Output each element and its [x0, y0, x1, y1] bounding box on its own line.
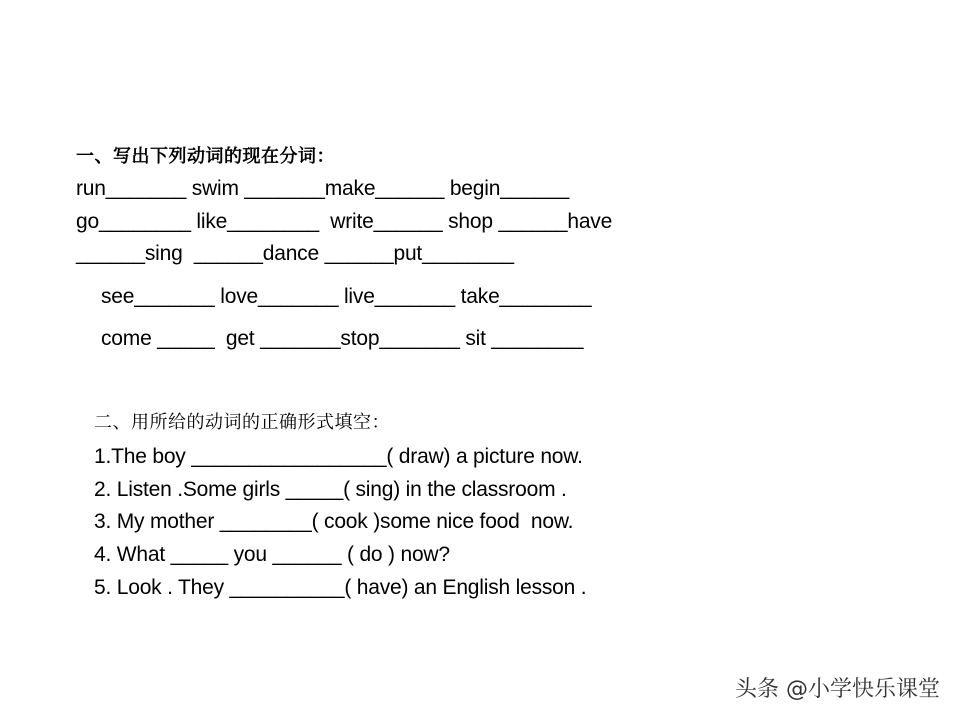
exercise-item-5: 5. Look . They __________( have) an English lesson . — [94, 576, 587, 599]
exercise-item-2: 2. Listen .Some girls _____( sing) in the classroom . — [94, 478, 567, 501]
verb-row-2: go________ like________ write______ shop ______have — [76, 210, 613, 233]
verb-row-3: ______sing ______dance ______put________ — [76, 242, 514, 265]
section2-heading: 二、用所给的动词的正确形式填空： — [94, 412, 390, 433]
exercise-item-3: 3. My mother ________( cook )some nice food now. — [94, 510, 574, 533]
exercise-item-1: 1.The boy _________________( draw) a picture now. — [94, 445, 583, 468]
verb-row-1: run_______ swim _______make______ begin______ — [76, 177, 570, 200]
verb-row-4: see_______ love_______ live_______ take________ — [101, 285, 592, 308]
section1-heading: 一、写出下列动词的现在分词： — [76, 146, 335, 167]
exercise-item-4: 4. What _____ you ______ ( do ) now? — [94, 543, 450, 566]
verb-row-5: come _____ get _______stop_______ sit ________ — [101, 327, 584, 350]
watermark: 头条 @小学快乐课堂 — [735, 677, 940, 702]
